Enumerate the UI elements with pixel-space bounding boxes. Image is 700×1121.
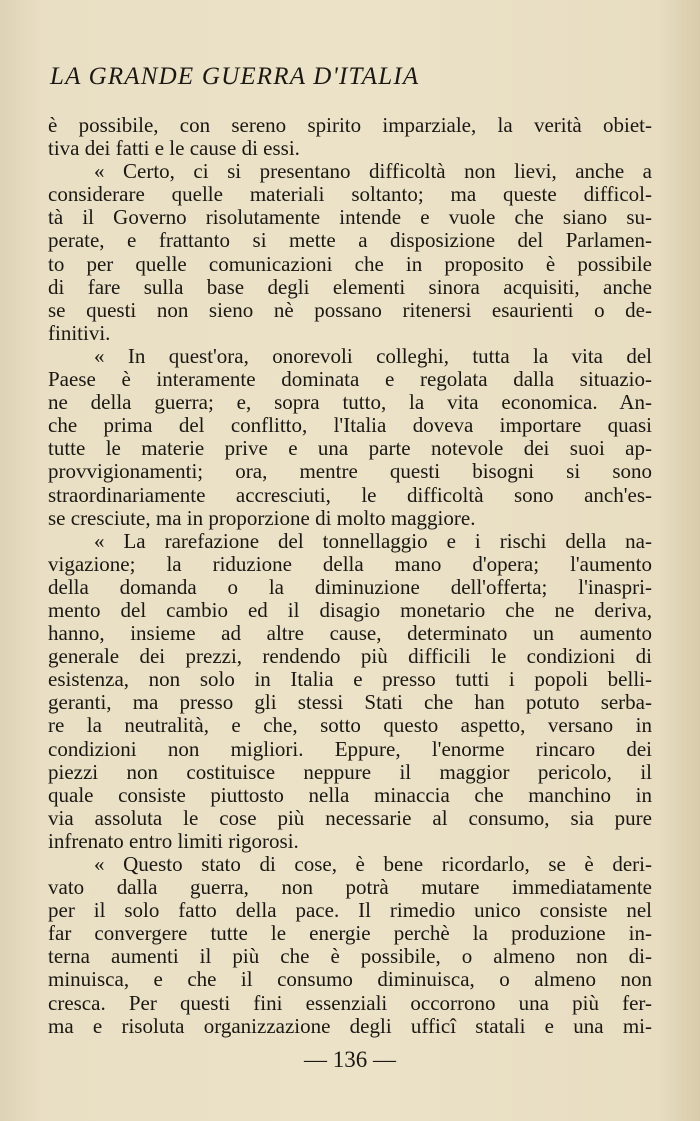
text-line: generale dei prezzi, rendendo più difficili le condizioni di — [48, 645, 652, 669]
text-line: geranti, ma presso gli stessi Stati che han potuto serba- — [48, 691, 652, 715]
text-line: quale consiste piuttosto nella minaccia che manchino in — [48, 783, 652, 807]
text-line: mento del cambio ed il disagio monetario che ne deriva, — [48, 598, 652, 622]
text-line: finitivi. — [48, 321, 111, 345]
text-line: è possibile, con sereno spirito imparziale, la verità obiet- — [48, 114, 652, 137]
text-line: « Questo stato di cose, è bene ricordarlo, se è deri- — [94, 853, 652, 876]
text-line: cresca. Per questi fini essenziali occorrono una più fer- — [48, 991, 652, 1015]
text-line: esistenza, non solo in Italia e presso tutti i popoli belli- — [48, 668, 652, 692]
text-line: per il solo fatto della pace. Il rimedio unico consiste nel — [48, 899, 652, 923]
text-line: ma e risoluta organizzazione degli ufficî statali e una mi- — [48, 1014, 652, 1038]
text-line: provvigionamenti; ora, mentre questi bisogni si sono — [48, 460, 652, 484]
text-line: ne della guerra; e, sopra tutto, la vita economica. An- — [48, 391, 652, 415]
text-line: della domanda o la diminuzione dell'offerta; l'inaspri- — [48, 575, 652, 599]
page-number: — 136 — — [304, 1047, 396, 1072]
text-line: terna aumenti il più che è possibile, o almeno non di- — [48, 945, 652, 969]
text-line: vigazione; la riduzione della mano d'opera; l'aumento — [48, 552, 652, 576]
text-line: tiva dei fatti e le cause di essi. — [48, 137, 300, 161]
text-line: far convergere tutte le energie perchè la produzione in- — [48, 922, 652, 946]
text-line: vato dalla guerra, non potrà mutare immediatamente — [48, 876, 652, 900]
text-line: se cresciute, ma in proporzione di molto maggiore. — [48, 506, 476, 530]
body-text — [48, 114, 652, 1038]
text-line: to per quelle comunicazioni che in proposito è possibile — [48, 252, 652, 276]
text-line: infrenato entro limiti rigorosi. — [48, 829, 299, 853]
text-line: Paese è interamente dominata e regolata dalla situazio- — [48, 368, 652, 392]
text-line: condizioni non migliori. Eppure, l'enorme rincaro dei — [48, 737, 652, 761]
text-line: « La rarefazione del tonnellaggio e i rischi della na- — [94, 529, 652, 553]
text-line: via assoluta le cose più necessarie al consumo, sia pure — [48, 806, 652, 830]
text-line: re la neutralità, e che, sotto questo aspetto, versano in — [48, 714, 652, 738]
text-line: considerare quelle materiali soltanto; ma queste difficol- — [48, 183, 652, 207]
text-line: che prima del conflitto, l'Italia doveva importare quasi — [48, 414, 652, 438]
text-line: « In quest'ora, onorevoli colleghi, tutta la vita del — [94, 344, 652, 368]
text-line: minuisca, e che il consumo diminuisca, o almeno non — [48, 968, 652, 992]
text-line: tà il Governo risolutamente intende e vuole che siano su- — [48, 206, 652, 230]
text-line: se questi non sieno nè possano ritenersi esaurienti o de- — [48, 298, 652, 322]
text-line: straordinariamente accresciuti, le difficoltà sono anch'es- — [48, 483, 652, 507]
text-line: piezzi non costituisce neppure il maggior pericolo, il — [48, 760, 652, 784]
running-header: LA GRANDE GUERRA D'ITALIA — [50, 63, 420, 90]
text-line: tutte le materie prive e una parte notevole dei suoi ap- — [48, 437, 652, 461]
text-line: « Certo, ci si presentano difficoltà non lievi, anche a — [94, 160, 652, 184]
text-line: di fare sulla base degli elementi sinora acquisiti, anche — [48, 275, 652, 299]
text-line: perate, e frattanto si mette a disposizione del Parlamen- — [48, 229, 652, 253]
text-line: hanno, insieme ad altre cause, determinato un aumento — [48, 622, 652, 646]
